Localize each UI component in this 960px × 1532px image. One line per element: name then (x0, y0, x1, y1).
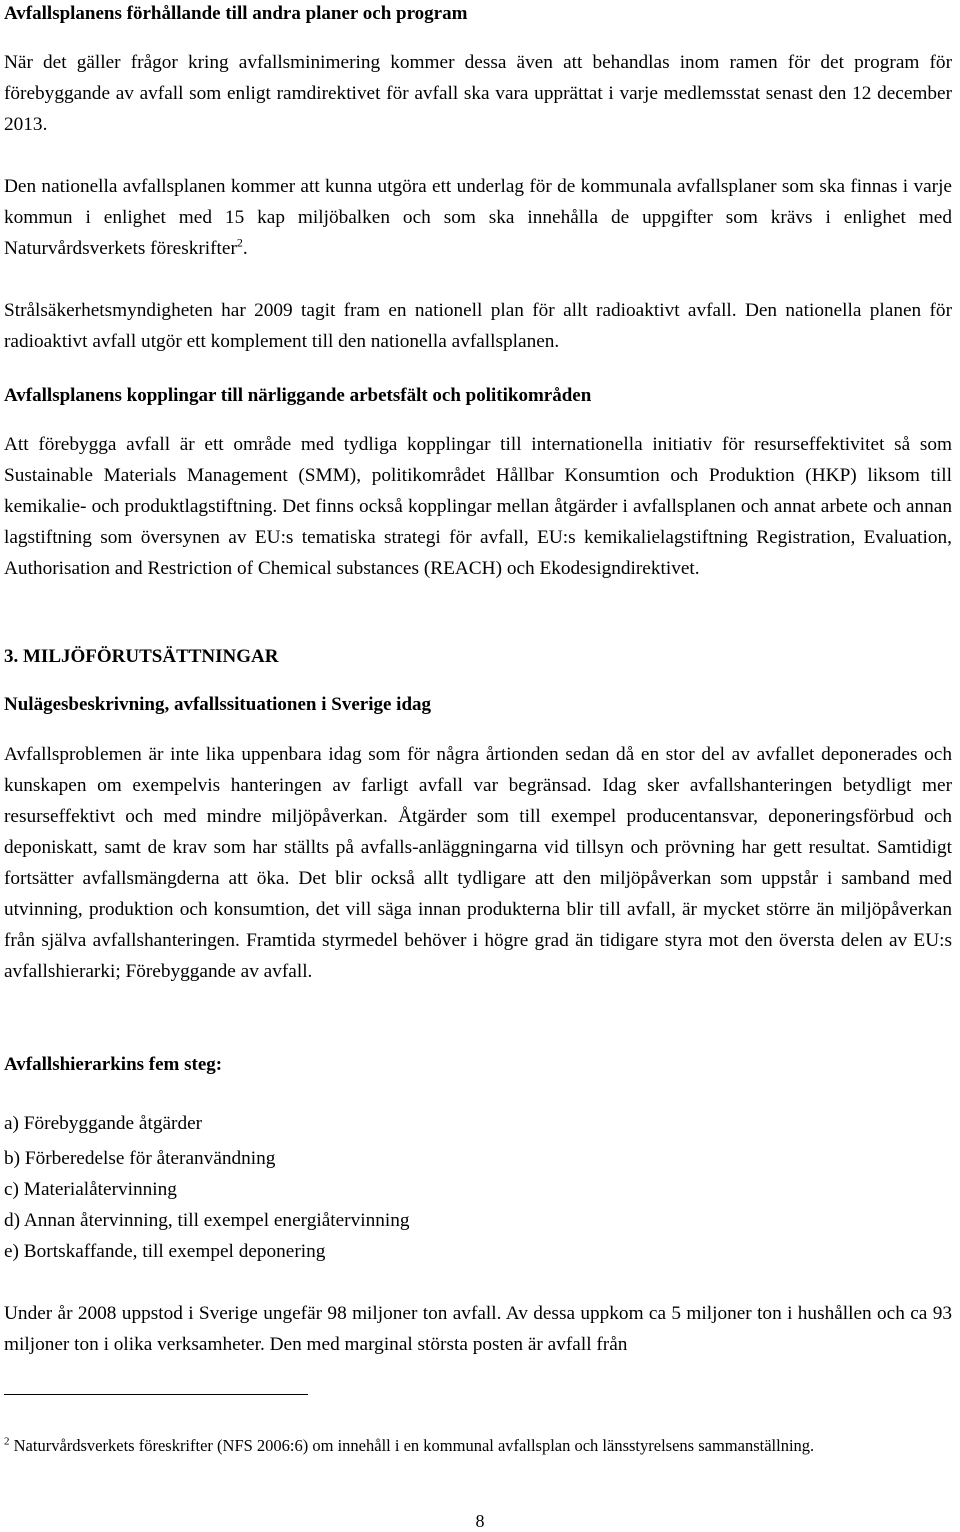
footnote (4, 1433, 904, 1458)
footnote-divider (4, 1394, 308, 1395)
paragraph-waste-minimisation: När det gäller frågor kring avfallsminimering kommer dessa även att behandlas inom ramen för det program för förebyggande av avfall som enligt ramdirektivet för avfall ska vara upprättat i varje medlemsstat senast den 12 december 2013. (4, 52, 952, 135)
heading-connections: Avfallsplanens kopplingar till närliggande arbetsfält och politikområden (4, 385, 592, 406)
page-number: 8 (475, 1511, 485, 1531)
heading-current-situation: Nulägesbeskrivning, avfallssituationen i Sverige idag (4, 694, 432, 715)
heading-environmental-conditions: 3. MILJÖFÖRUTSÄTTNINGAR (4, 646, 279, 667)
footnote-reference: 2 (236, 235, 243, 250)
paragraph-national-waste-plan-text: Den nationella avfallsplanen kommer att kunna utgöra ett underlag för de kommunala avfallsplaner som ska finnas i varje kommun i enlighet med 15 kap miljöbalken och som ska innehålla de uppgifter som krävs i enlighet med Naturvårdsverkets föreskrifter (4, 176, 952, 259)
list-item: e) Bortskaffande, till exempel deponering (4, 1241, 326, 1262)
paragraph-connections: Att förebygga avfall är ett område med tydliga kopplingar till internationella initiativ för resurseffektivitet så som Sustainable Materials Management (SMM), politikområdet Hållbar Konsumtion och Produktion (HKP) liksom till kemikalie- och produktlagstiftning. Det finns också kopplingar mellan åtgärder i avfallsplanen och annat arbete och annan lagstiftning som översynen av EU:s tematiska strategi för avfall, EU:s kemikalielagstiftning Registration, Evaluation, Authorisation and Restriction of Chemical substances (REACH) och Ekodesigndirektivet. (4, 434, 952, 579)
list-item: a) Förebyggande åtgärder (4, 1113, 203, 1134)
list-item: d) Annan återvinning, till exempel energiåtervinning (4, 1210, 410, 1231)
heading-waste-hierarchy: Avfallshierarkins fem steg: (4, 1054, 223, 1075)
paragraph-radioactive-waste: Strålsäkerhetsmyndigheten har 2009 tagit fram en nationell plan för allt radioaktivt avfall. Den nationella planen för radioaktivt avfall utgör ett komplement till den nationella avfallsplanen. (4, 300, 952, 352)
footnote-text: Naturvårdsverkets föreskrifter (NFS 2006:6) om innehåll i en kommunal avfallsplan och länsstyrelsens sammanställning. (13, 1436, 815, 1455)
heading-relation-to-other-plans: Avfallsplanens förhållande till andra planer och program (4, 3, 468, 24)
list-item: c) Materialåtervinning (4, 1179, 177, 1200)
list-item: b) Förberedelse för återanvändning (4, 1148, 276, 1169)
paragraph-national-waste-plan (4, 171, 952, 264)
paragraph-waste-problems: Avfallsproblemen är inte lika uppenbara idag som för några årtionden sedan då en stor del av avfallet deponerades och kunskapen om exempelvis hanteringen av farligt avfall var begränsad. Idag sker avfallshanteringen betydligt mer resurseffektivt och med mindre miljöpåverkan. Åtgärder som till exempel producentansvar, deponeringsförbud och deponiskatt, samt de krav som har ställts på avfalls-anläggningarna vid tillsyn och prövning har gett resultat. Samtidigt fortsätter avfallsmängderna att öka. Det blir också allt tydligare att den miljöpåverkan som uppstår i samband med utvinning, produktion och konsumtion, det vill säga innan produkterna blir till avfall, är mycket större än miljöpåverkan från själva avfallshanteringen. Framtida styrmedel behöver i högre grad än tidigare styra mot den översta delen av EU:s avfallshierarki; Förebyggande av avfall. (4, 744, 952, 982)
paragraph-national-waste-plan-end: . (242, 238, 248, 259)
paragraph-waste-amounts: Under år 2008 uppstod i Sverige ungefär 98 miljoner ton avfall. Av dessa uppkom ca 5 miljoner ton i hushållen och ca 93 miljoner ton i olika verksamheter. Den med marginal största posten är avfall från (4, 1303, 952, 1355)
footnote-number: 2 (4, 1435, 10, 1448)
